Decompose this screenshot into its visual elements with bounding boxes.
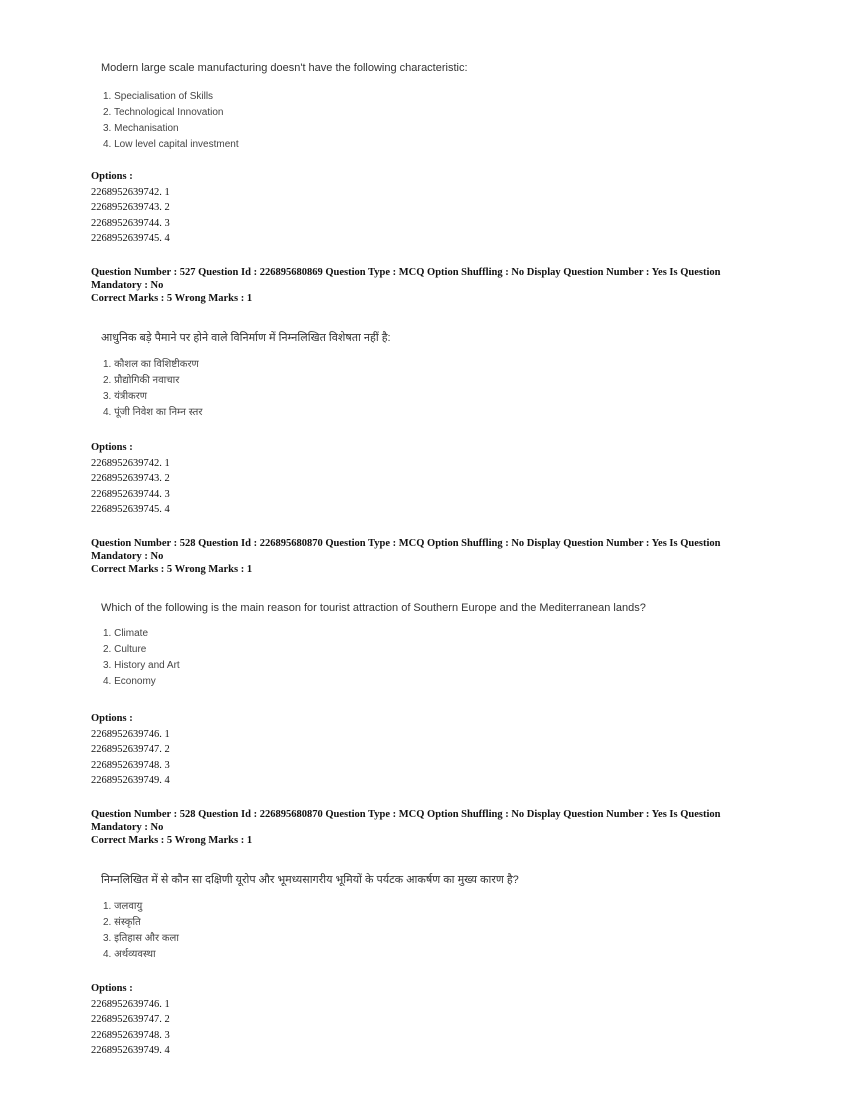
options-section — [91, 711, 751, 789]
meta-line: Question Number : 528 Question Id : 226895680870 Question Type : MCQ Option Shuffling : No Display Question Number : Yes Is Question — [91, 538, 721, 549]
meta-line: Question Number : 527 Question Id : 226895680869 Question Type : MCQ Option Shuffling : No Display Question Number : Yes Is Question — [91, 267, 721, 278]
options-label: Options : — [91, 983, 133, 994]
choice-item: 3. यंत्रीकरण — [103, 391, 148, 402]
option-id: 2268952639744. 3 — [91, 488, 170, 500]
choice-item: 1. Climate — [103, 628, 149, 639]
question-text: निम्नलिखित में से कौन सा दक्षिणी यूरोप और भूमध्यसागरीय भूमियों के पर्यटक आकर्षण का मुख्य कारण है? — [101, 874, 519, 886]
question-meta — [91, 266, 751, 305]
options-section — [91, 169, 751, 247]
marks-line: Correct Marks : 5 Wrong Marks : 1 — [91, 564, 253, 575]
question-block — [91, 602, 751, 690]
choice-item: 4. अर्थव्यवस्था — [103, 949, 156, 960]
question-text: Which of the following is the main reason for tourist attraction of Southern Europe and the Mediterranean lands? — [101, 602, 646, 614]
options-label: Options : — [91, 442, 133, 453]
meta-line: Question Number : 528 Question Id : 226895680870 Question Type : MCQ Option Shuffling : No Display Question Number : Yes Is Question — [91, 809, 721, 820]
marks-line: Correct Marks : 5 Wrong Marks : 1 — [91, 293, 253, 304]
meta-line: Mandatory : No — [91, 280, 164, 291]
choice-item: 3. Mechanisation — [103, 123, 179, 134]
choice-item: 4. Economy — [103, 676, 156, 687]
options-label: Options : — [91, 713, 133, 724]
question-text: Modern large scale manufacturing doesn't have the following characteristic: — [101, 62, 468, 74]
question-block — [91, 330, 751, 421]
question-block — [91, 62, 751, 153]
option-id: 2268952639746. 1 — [91, 728, 170, 740]
meta-line: Mandatory : No — [91, 551, 164, 562]
choice-item: 4. पूंजी निवेश का निम्न स्तर — [103, 407, 203, 418]
options-label: Options : — [91, 171, 133, 182]
option-id: 2268952639744. 3 — [91, 217, 170, 229]
option-id: 2268952639742. 1 — [91, 186, 170, 198]
option-id: 2268952639743. 2 — [91, 473, 170, 485]
options-section — [91, 981, 751, 1059]
option-id: 2268952639749. 4 — [91, 1045, 170, 1057]
question-text: आधुनिक बड़े पैमाने पर होने वाले विनिर्माण में निम्नलिखित विशेषता नहीं है: — [101, 332, 391, 344]
option-id: 2268952639749. 4 — [91, 775, 170, 787]
choice-item: 2. संस्कृति — [103, 917, 141, 928]
choice-list — [103, 89, 751, 153]
question-meta — [91, 808, 751, 847]
choice-item: 3. History and Art — [103, 660, 180, 671]
option-id: 2268952639745. 4 — [91, 504, 170, 516]
choice-item: 1. Specialisation of Skills — [103, 91, 214, 102]
option-id: 2268952639745. 4 — [91, 233, 170, 245]
question-block — [91, 872, 751, 963]
option-id: 2268952639748. 3 — [91, 759, 170, 771]
choice-item: 4. Low level capital investment — [103, 139, 239, 150]
option-id: 2268952639748. 3 — [91, 1029, 170, 1041]
option-id: 2268952639742. 1 — [91, 457, 170, 469]
choice-list — [103, 626, 751, 690]
choice-list — [103, 357, 751, 421]
choice-list — [103, 899, 751, 963]
option-id: 2268952639747. 2 — [91, 744, 170, 756]
option-id: 2268952639746. 1 — [91, 998, 170, 1010]
meta-line: Mandatory : No — [91, 822, 164, 833]
choice-item: 1. जलवायु — [103, 901, 143, 912]
marks-line: Correct Marks : 5 Wrong Marks : 1 — [91, 835, 253, 846]
choice-item: 1. कौशल का विशिष्टीकरण — [103, 359, 199, 370]
choice-item: 2. प्रौद्योगिकी नवाचार — [103, 375, 180, 386]
option-id: 2268952639747. 2 — [91, 1014, 170, 1026]
question-meta — [91, 537, 751, 576]
option-id: 2268952639743. 2 — [91, 202, 170, 214]
choice-item: 3. इतिहास और कला — [103, 933, 179, 944]
choice-item: 2. Culture — [103, 644, 147, 655]
choice-item: 2. Technological Innovation — [103, 107, 224, 118]
options-section — [91, 440, 751, 518]
